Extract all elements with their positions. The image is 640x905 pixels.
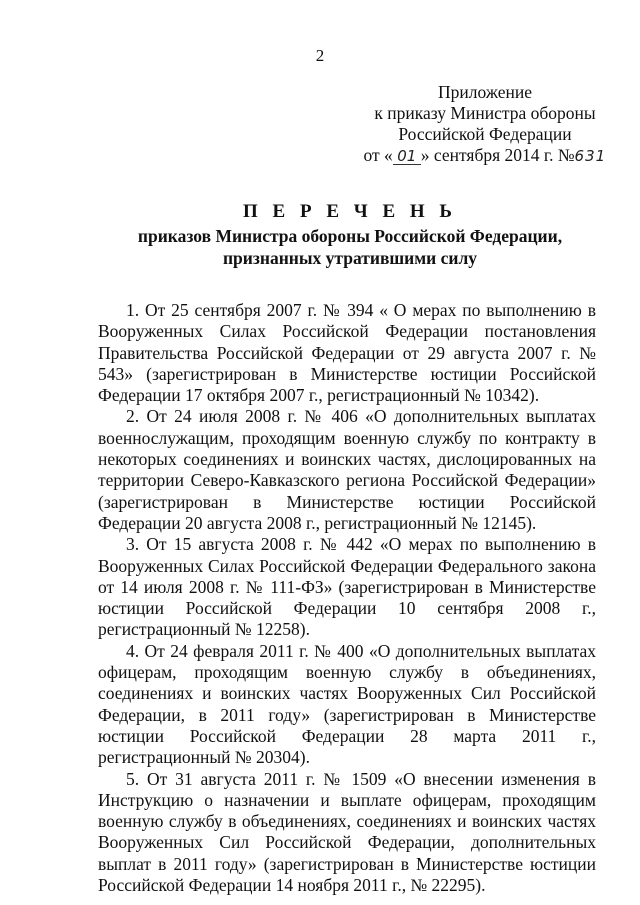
- appendix-order-ref: к приказу Министра обороны: [374, 103, 596, 123]
- list-item: 2. От 24 июля 2008 г. № 406 «О дополнительных выплатах военнослужащим, проходящим военную службу по контракту в некоторых соединениях и воинских частях, дислоцированных на территории Северо-Кавказского региона Российской Федерации» (зарегистрирован в Министерстве юстиции Российской Федерации 20 августа 2008 г., регистрационный № 12145).: [98, 406, 596, 533]
- list-item: 4. От 24 февраля 2011 г. № 400 «О дополнительных выплатах офицерам, проходящим военную службу в объединениях, соединениях и воинских частях Вооруженных Сил Российской Федерации, в 2011 году» (зарегистрирован в Министерстве юстиции Российской Федерации 28 марта 2011 г., регистрационный № 20304).: [98, 640, 596, 768]
- list-item: 1. От 25 сентября 2007 г. № 394 « О мерах по выполнению в Вооруженных Силах Российской Федерации постановления Правительства Российской Федерации от 29 августа 2007 г. № 543» (зарегистрирован в Министерстве юстиции Российской Федерации 17 октября 2007 г., регистрационный № 10342).: [98, 300, 596, 406]
- handwritten-day: 01: [393, 149, 421, 165]
- appendix-date-line: [360, 145, 610, 167]
- appendix-header: [360, 82, 610, 167]
- handwritten-order-number: 631: [574, 147, 607, 165]
- appendix-country: Российской Федерации: [398, 124, 572, 144]
- appendix-label: Приложение: [438, 82, 532, 102]
- date-middle: » сентября 2014 г. №: [420, 145, 575, 165]
- order-list: [98, 300, 596, 896]
- document-subtitle: [0, 225, 640, 269]
- document-title: П Е Р Е Ч Е Н Ь: [243, 201, 457, 222]
- list-item: 3. От 15 августа 2008 г. № 442 «О мерах по выполнению в Вооруженных Силах Российской Федерации Федерального закона от 14 июля 2008 г. № 111-ФЗ» (зарегистрирован в Министерстве юстиции Российской Федерации 10 сентября 2008 г., регистрационный № 12258).: [98, 534, 596, 640]
- date-prefix: от «: [363, 145, 393, 165]
- list-item: 5. От 31 августа 2011 г. № 1509 «О внесении изменения в Инструкцию о назначении и выплате офицерам, проходящим военную службу в объединениях, соединениях и воинских частях Вооруженных Сил Российской Федерации, дополнительных выплат в 2011 году» (зарегистрирован в Министерстве юстиции Российской Федерации 14 ноября 2011 г., № 22295).: [98, 768, 596, 896]
- page-number: 2: [315, 46, 325, 65]
- subtitle-line-2: признанных утратившими силу: [222, 248, 478, 268]
- subtitle-line-1: приказов Министра обороны Российской Федерации,: [137, 226, 563, 246]
